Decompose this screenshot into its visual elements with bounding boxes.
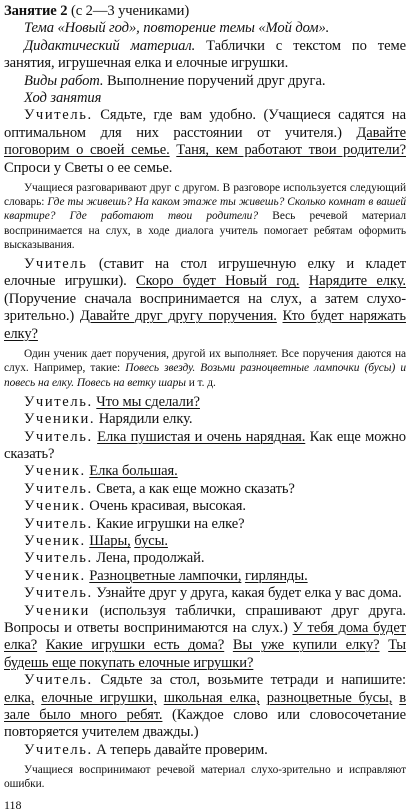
underlined-phrase: Шары, xyxy=(89,532,131,549)
underlined-phrase: Разноцветные лампочки, xyxy=(89,567,242,584)
speaker: Учитель. xyxy=(24,393,93,410)
speaker: Ученик. xyxy=(24,567,86,584)
underlined-phrase: Что мы сделали? xyxy=(96,393,200,410)
underlined-phrase: елка, xyxy=(4,689,35,706)
speaker: Учитель. xyxy=(24,428,93,445)
dialog-line xyxy=(4,533,406,550)
underlined-phrase: Скоро будет Новый год. xyxy=(135,273,300,290)
speaker: Ученик. xyxy=(24,463,86,480)
underlined-phrase: Давайте поговорим о своей семье. xyxy=(4,124,406,159)
underlined-phrase: бусы. xyxy=(134,532,168,549)
speaker: Учитель. xyxy=(24,107,93,124)
lesson-heading xyxy=(4,3,406,20)
dialog-line: Учитель. Елка пушистая и очень нарядная. Как еще можно сказать? xyxy=(4,428,406,462)
lesson-theme: Тема «Новый год», повторение темы «Мой дом». xyxy=(24,20,330,37)
underlined-phrase: Ты будешь еще покупать елочные игрушки? xyxy=(4,637,406,671)
page-number: 118 xyxy=(4,797,22,812)
dialog-line: Учитель. Какие игрушки на елке? xyxy=(24,515,245,532)
speaker: Учитель. xyxy=(24,515,93,532)
method-note: Один ученик дает поручения, другой их выполняет. Все поручения даются на слух. Например, такие: Повесь звезду. Возьми разноцветные лампочки (бусы) и повесь на елку. Повесь на ветку шары и т. д. xyxy=(4,348,406,389)
dialog-line xyxy=(4,463,406,480)
dialog-paragraph: Учитель (ставит на стол игрушечную елку и кладет елочные игрушки). Скоро будет Новый год. Нарядите елку. (Поручение сначала воспринимается на слух, а затем слухо-зрительно.) Давайте друг другу поручения. Кто будет наряжать елку? xyxy=(4,256,406,342)
lesson-title: Занятие 2 xyxy=(4,3,68,19)
underlined-phrase: Нарядите елку. xyxy=(308,273,406,290)
underlined-phrase: елочные игрушки, xyxy=(41,689,157,706)
speaker: Учитель. xyxy=(24,672,93,689)
dialog-line xyxy=(4,568,406,585)
dialog-line: Учитель. Света, а как еще можно сказать? xyxy=(24,480,295,497)
underlined-phrase: в зале было много ребят. xyxy=(4,689,406,724)
underlined-phrase: Вы уже купили елку? xyxy=(232,637,380,654)
underlined-phrase: разноцветные бусы, xyxy=(266,689,393,706)
didactic-material: Дидактический материал. Таблички с текстом по теме занятия, игрушечная елка и елочные игрушки. xyxy=(4,37,406,72)
underlined-phrase: Елка большая. xyxy=(89,463,178,480)
speaker: Ученики xyxy=(24,602,90,619)
dialog-paragraph: Учитель. Сядьте, где вам удобно. (Учащиеся садятся на оптимальном для них расстоянии от учителя.) Давайте поговорим о своей семье. Таня, кем работают твои родители? Спроси у Светы о ее семье. xyxy=(4,107,406,176)
dialog-line: Ученик. Очень красивая, высокая. xyxy=(24,498,246,515)
dialog-line: Учитель. А теперь давайте проверим. xyxy=(24,741,268,758)
speaker: Учитель. xyxy=(24,585,93,602)
dialog-line: Учитель. Узнайте друг у друга, какая будет елка у вас дома. xyxy=(24,585,402,602)
speaker: Учитель xyxy=(24,256,88,273)
underlined-phrase: Давайте друг другу поручения. xyxy=(79,308,277,325)
underlined-phrase: школьная елка, xyxy=(163,689,260,706)
speaker: Учитель. xyxy=(24,741,93,758)
underlined-phrase: У тебя дома будет елка? xyxy=(4,620,406,654)
speaker: Ученики. xyxy=(24,411,96,428)
underlined-phrase: Елка пушистая и очень нарядная. xyxy=(97,428,306,445)
speaker: Ученик. xyxy=(24,532,86,549)
speaker: Ученик. xyxy=(24,498,86,515)
dialog-line: Учитель. Лена, продолжай. xyxy=(24,550,205,567)
underlined-phrase: Таня, кем работают твои родители? xyxy=(176,142,406,159)
speaker: Учитель. xyxy=(24,550,93,567)
method-note: Учащиеся воспринимают речевой материал слухо-зрительно и исправляют ошибки. xyxy=(4,764,406,791)
underlined-phrase: Какие игрушки есть дома? xyxy=(45,637,225,654)
underlined-phrase: Кто будет наряжать елку? xyxy=(4,308,406,342)
dialog-line xyxy=(4,394,406,411)
dialog-paragraph: Учитель. Сядьте за стол, возьмите тетради и напишите: елка, елочные игрушки, школьная елка, разноцветные бусы, в зале было много ребят. (Каждое слово или словосочетание повторяется учителем дважды.) xyxy=(4,672,406,741)
dialog-line: Ученики. Нарядили елку. xyxy=(24,411,193,428)
method-note: Учащиеся разговаривают друг с другом. В разговоре используется следующий словарь: Где ты живешь? На каком этаже ты живешь? Сколько комнат в вашей квартире? Где работают твои родители? Весь речевой материал воспринимается на слух, в ходе диалога учитель помогает ребятам оформить высказывания. xyxy=(4,182,406,251)
dialog-paragraph: Ученики (используя таблички, спрашивают друг друга. Вопросы и ответы воспринимаются на слух.) У тебя дома будет елка? Какие игрушки есть дома? Вы уже купили елку? Ты будешь еще покупать елочные игрушки? xyxy=(4,602,406,671)
work-types: Виды работ. Выполнение поручений друг друга. xyxy=(24,72,326,89)
lesson-title-note: (с 2—3 учениками) xyxy=(70,3,190,19)
underlined-phrase: гирлянды. xyxy=(244,567,308,584)
speaker: Учитель. xyxy=(24,480,93,497)
lesson-course-heading: Ход занятия xyxy=(24,90,102,107)
